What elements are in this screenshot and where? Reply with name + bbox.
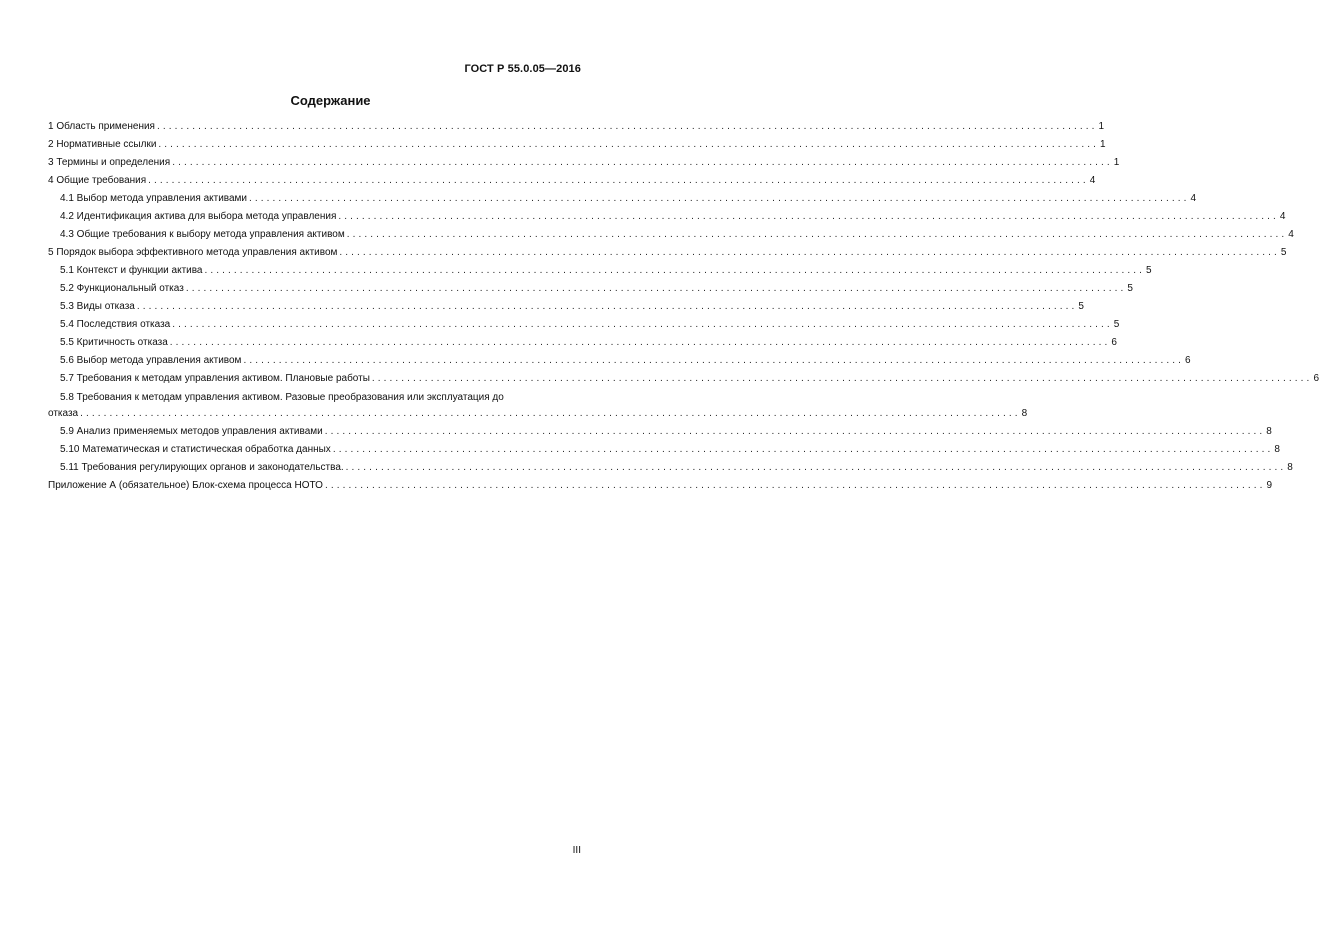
toc-entry-label: 5.8 Требования к методам управления активом. Разовые преобразования или эксплуатация до [60,392,504,403]
document-code: ГОСТ Р 55.0.05—2016 [464,63,581,75]
toc-entry-page: 6 [1313,373,1319,384]
toc-entry-label: 5.2 Функциональный отказ [60,283,184,294]
toc-leader: ................................................................................................................................................................ [324,426,1266,437]
toc-entry[interactable] [48,265,1152,283]
toc-entry-page: 6 [1184,355,1191,366]
toc-entry-page: 4 [1190,193,1197,204]
toc-entry-label: 5.11 Требования регулирующих органов и законодательства. [60,462,344,473]
toc-entry-label: 3 Термины и определения [48,157,171,168]
toc-leader: ................................................................................................................................................................ [156,121,1098,132]
toc-leader: ................................................................................................................................................................ [136,301,1078,312]
toc-entry[interactable] [48,319,1120,337]
page-number: III [572,845,581,856]
toc-entry-label: 5.1 Контекст и функции актива [60,265,203,276]
toc-leader: ................................................................................................................................................................ [169,337,1111,348]
toc-entry-label: 5.7 Требования к методам управления активом. Плановые работы [60,373,370,384]
toc-entry-page: 5 [1127,283,1133,294]
page-title: Содержание [290,93,371,108]
toc-leader: ................................................................................................................................................................ [324,480,1266,491]
toc-entry-page: 6 [1111,337,1117,348]
toc-entry-label: 4.1 Выбор метода управления активами [60,193,248,204]
toc-leader: ................................................................................................................................................................ [185,283,1127,294]
toc-entry-label: 4.3 Общие требования к выбору метода управления активом [60,229,345,240]
toc-entry[interactable] [48,355,1191,373]
toc-entry[interactable] [48,247,1287,265]
toc-entry-label: 5.4 Последствия отказа [60,319,171,330]
toc-leader: ................................................................................................................................................................ [243,355,1184,366]
toc-entry-label: 5.5 Критичность отказа [60,337,168,348]
toc-entry-label: Приложение А (обязательное) Блок-схема процесса НОТО [48,480,323,491]
toc-entry[interactable] [48,462,1293,480]
toc-entry[interactable] [48,337,1117,355]
toc-entry-page: 4 [1288,229,1294,240]
toc-entry-label: 5 Порядок выбора эффективного метода управления активом [48,247,338,258]
toc-entry[interactable] [48,121,1105,139]
toc-entry[interactable] [48,157,1120,175]
toc-entry-page: 1 [1113,157,1120,168]
toc-entry-label: 5.3 Виды отказа [60,301,135,312]
toc-entry-label: 5.9 Анализ применяемых методов управления активами [60,426,323,437]
toc-entry-page: 4 [1279,211,1286,222]
toc-entry-label: 4 Общие требования [48,175,147,186]
toc-leader: ................................................................................................................................................................ [371,373,1313,384]
toc-leader: ................................................................................................................................................................ [332,444,1274,455]
toc-leader: ................................................................................................................................................................ [80,408,1021,419]
toc-entry-label: 1 Область применения [48,121,155,132]
table-of-contents [48,121,1319,498]
toc-leader: ................................................................................................................................................................ [158,139,1099,150]
toc-entry-label: 2 Нормативные ссылки [48,139,157,150]
toc-leader: ................................................................................................................................................................ [339,247,1280,258]
toc-entry[interactable] [48,391,1028,420]
toc-entry[interactable] [48,480,1273,498]
toc-leader: ................................................................................................................................................................ [338,211,1279,222]
toc-entry-page: 4 [1089,175,1096,186]
toc-leader: ................................................................................................................................................................ [172,319,1113,330]
toc-entry-page: 9 [1266,480,1273,491]
toc-entry[interactable] [48,193,1197,211]
toc-entry[interactable] [48,444,1280,462]
toc-leader: ................................................................................................................................................................ [204,265,1146,276]
toc-entry-label-continued: отказа [48,408,79,419]
toc-entry-page: 8 [1274,444,1280,455]
toc-entry[interactable] [48,139,1106,157]
toc-entry-label: 5.6 Выбор метода управления активом [60,355,242,366]
toc-leader: ................................................................................................................................................................ [172,157,1113,168]
toc-entry-page: 8 [1287,462,1293,473]
toc-entry[interactable] [48,211,1286,229]
toc-entry[interactable] [48,373,1319,391]
toc-leader: ................................................................................................................................................................ [345,462,1287,473]
toc-entry[interactable] [48,301,1084,319]
toc-entry[interactable] [48,426,1272,444]
toc-entry-page: 5 [1113,319,1120,330]
toc-entry-label: 5.10 Математическая и статистическая обработка данных [60,444,331,455]
toc-leader: ................................................................................................................................................................ [346,229,1288,240]
toc-leader: ................................................................................................................................................................ [249,193,1190,204]
toc-entry-page: 8 [1021,408,1028,419]
toc-entry[interactable] [48,175,1096,193]
toc-entry-page: 1 [1099,139,1106,150]
toc-entry[interactable] [48,229,1294,247]
toc-entry-page: 1 [1098,121,1105,132]
toc-leader: ................................................................................................................................................................ [148,175,1089,186]
toc-entry-page: 8 [1266,426,1272,437]
toc-entry-page: 5 [1280,247,1287,258]
toc-entry[interactable] [48,283,1133,301]
toc-entry-page: 5 [1146,265,1152,276]
toc-entry-page: 5 [1078,301,1084,312]
toc-entry-label: 4.2 Идентификация актива для выбора метода управления [60,211,337,222]
